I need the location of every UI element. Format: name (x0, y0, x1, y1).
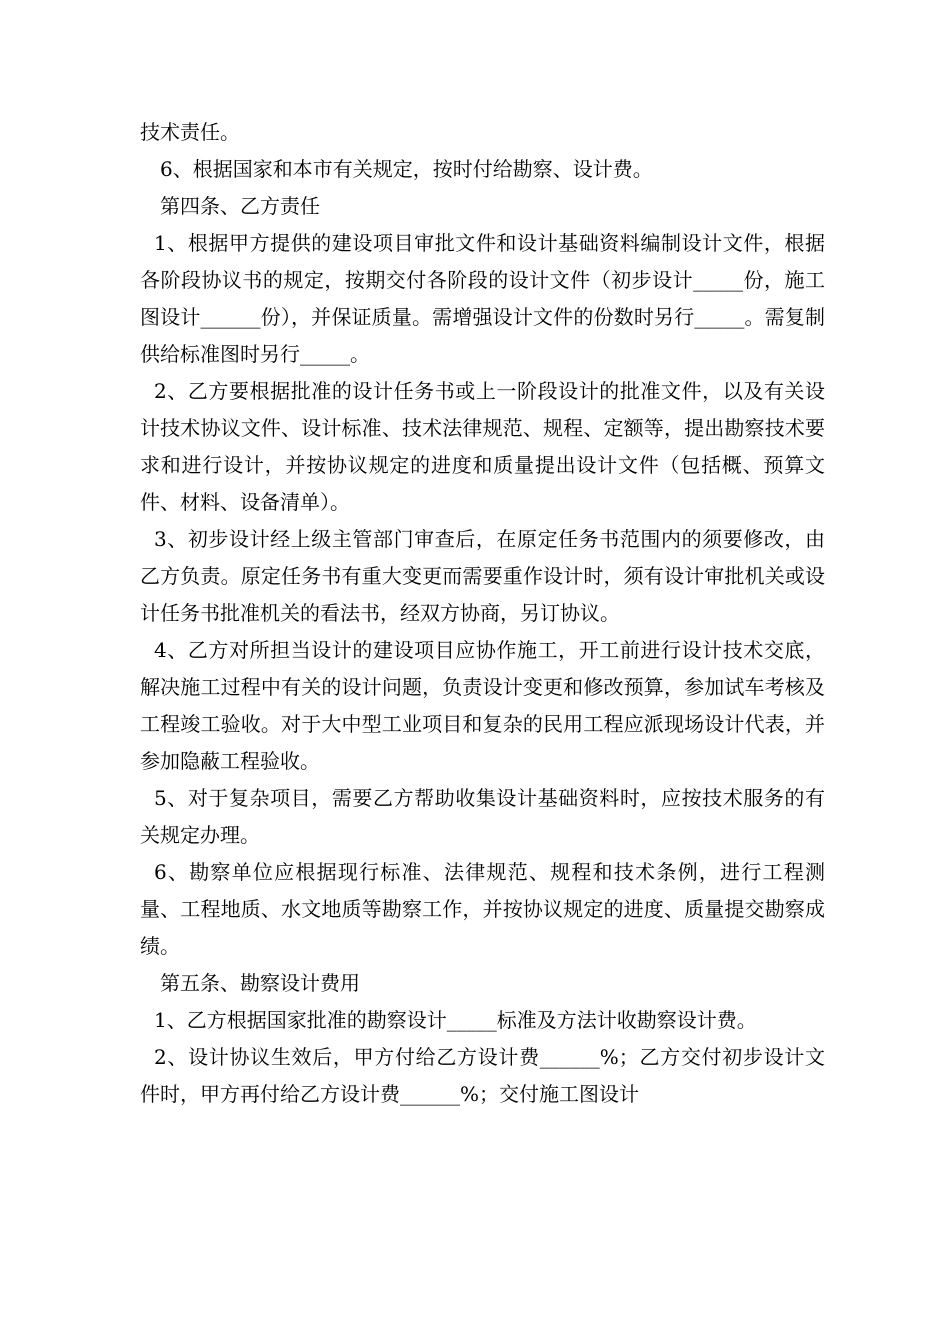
document-page (140, 114, 825, 1113)
article-4-item-6: 6、勘察单位应根据现行标准、法律规范、规程和技术条例，进行工程测量、工程地质、水文地质等勘察工作，并按协议规定的进度、质量提交勘察成绩。 (140, 860, 825, 958)
article-4-item-2: 2、乙方要根据批准的设计任务书或上一阶段设计的批准文件，以及有关设计技术协议文件、设计标准、技术法律规范、规程、定额等，提出勘察技术要求和进行设计，并按协议规定的进度和质量提出设计文件（包括概、预算文件、材料、设备清单）。 (140, 379, 825, 514)
article-4-heading: 第四条、乙方责任 (160, 194, 320, 218)
article-5-heading: 第五条、勘察设计费用 (160, 971, 360, 995)
article-4-item-5: 5、对于复杂项目，需要乙方帮助收集设计基础资料时，应按技术服务的有关规定办理。 (140, 786, 825, 847)
article-4-item-3: 3、初步设计经上级主管部门审查后，在原定任务书范围内的须要修改，由乙方负责。原定任务书有重大变更而需要重作设计时，须有设计审批机关或设计任务书批准机关的看法书，经双方协商，另订协议。 (140, 527, 825, 625)
article-5-item-1: 1、乙方根据国家批准的勘察设计_____标准及方法计收勘察设计费。 (154, 1008, 757, 1032)
article-5-item-2: 2、设计协议生效后，甲方付给乙方设计费______%；乙方交付初步设计文件时，甲方再付给乙方设计费______%；交付施工图设计 (140, 1045, 825, 1106)
article-4-item-1: 1、根据甲方提供的建设项目审批文件和设计基础资料编制设计文件，根据各阶段协议书的规定，按期交付各阶段的设计文件（初步设计_____份，施工图设计______份），并保证质量。需增强设计文件的份数时另行_____。需复制供给标准图时另行_____。 (140, 231, 825, 366)
article-4-item-4: 4、乙方对所担当设计的建设项目应协作施工，开工前进行设计技术交底，解决施工过程中有关的设计问题，负责设计变更和修改预算，参加试车考核及工程竣工验收。对于大中型工业项目和复杂的民用工程应派现场设计代表，并参加隐蔽工程验收。 (140, 638, 825, 773)
paragraph-continuation: 技术责任。 (140, 120, 240, 144)
clause-3-item-6: 6、根据国家和本市有关规定，按时付给勘察、设计费。 (160, 157, 653, 181)
